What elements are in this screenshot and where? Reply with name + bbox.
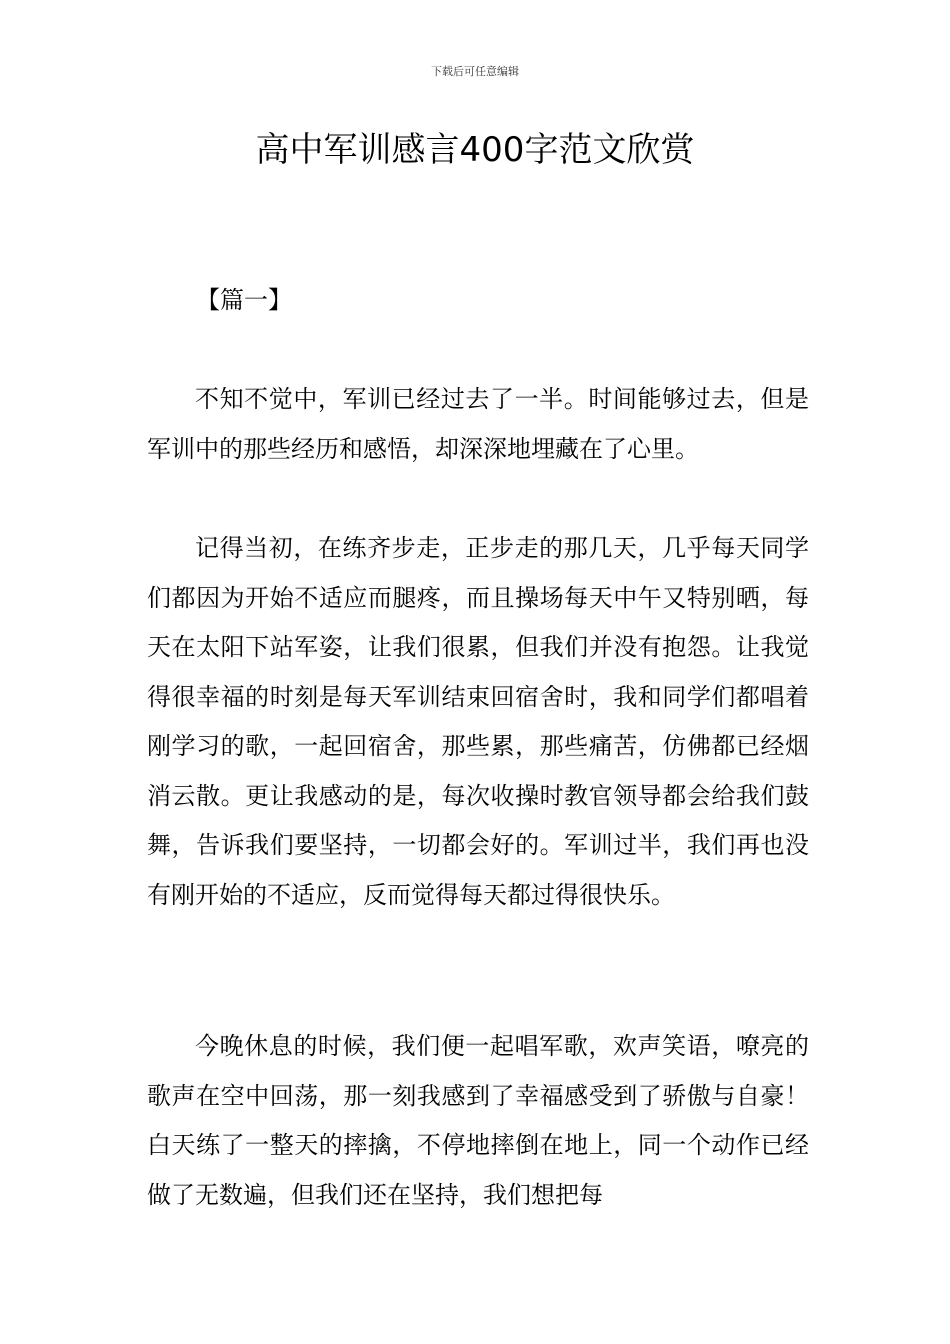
header-note: 下载后可任意编辑 xyxy=(431,65,519,78)
paragraph-2: 记得当初，在练齐步走，正步走的那几天，几乎每天同学们都因为开始不适应而腿疼，而且操场每天中午又特别晒，每天在太阳下站军姿，让我们很累，但我们并没有抱怨。让我觉得很幸福的时刻是每天军训结束回宿舍时，我和同学们都唱着刚学习的歌，一起回宿舍，那些累，那些痛苦，仿佛都已经烟消云散。更让我感动的是，每次收操时教官领导都会给我们鼓舞，告诉我们要坚持，一切都会好的。军训过半，我们再也没有刚开始的不适应，反而觉得每天都过得很快乐。 xyxy=(147,534,809,909)
paragraph-3: 今晚休息的时候，我们便一起唱军歌，欢声笑语，嘹亮的歌声在空中回荡，那一刻我感到了幸福感受到了骄傲与自豪！白天练了一整天的摔擒，不停地摔倒在地上，同一个动作已经做了无数遍，但我们还在坚持，我们想把每 xyxy=(147,1032,809,1209)
paragraph-1: 不知不觉中，军训已经过去了一半。时间能够过去，但是军训中的那些经历和感悟，却深深地埋藏在了心里。 xyxy=(147,385,809,463)
section-heading: 【篇一】 xyxy=(196,286,292,314)
document-title: 高中军训感言400字范文欣赏 xyxy=(255,130,695,170)
